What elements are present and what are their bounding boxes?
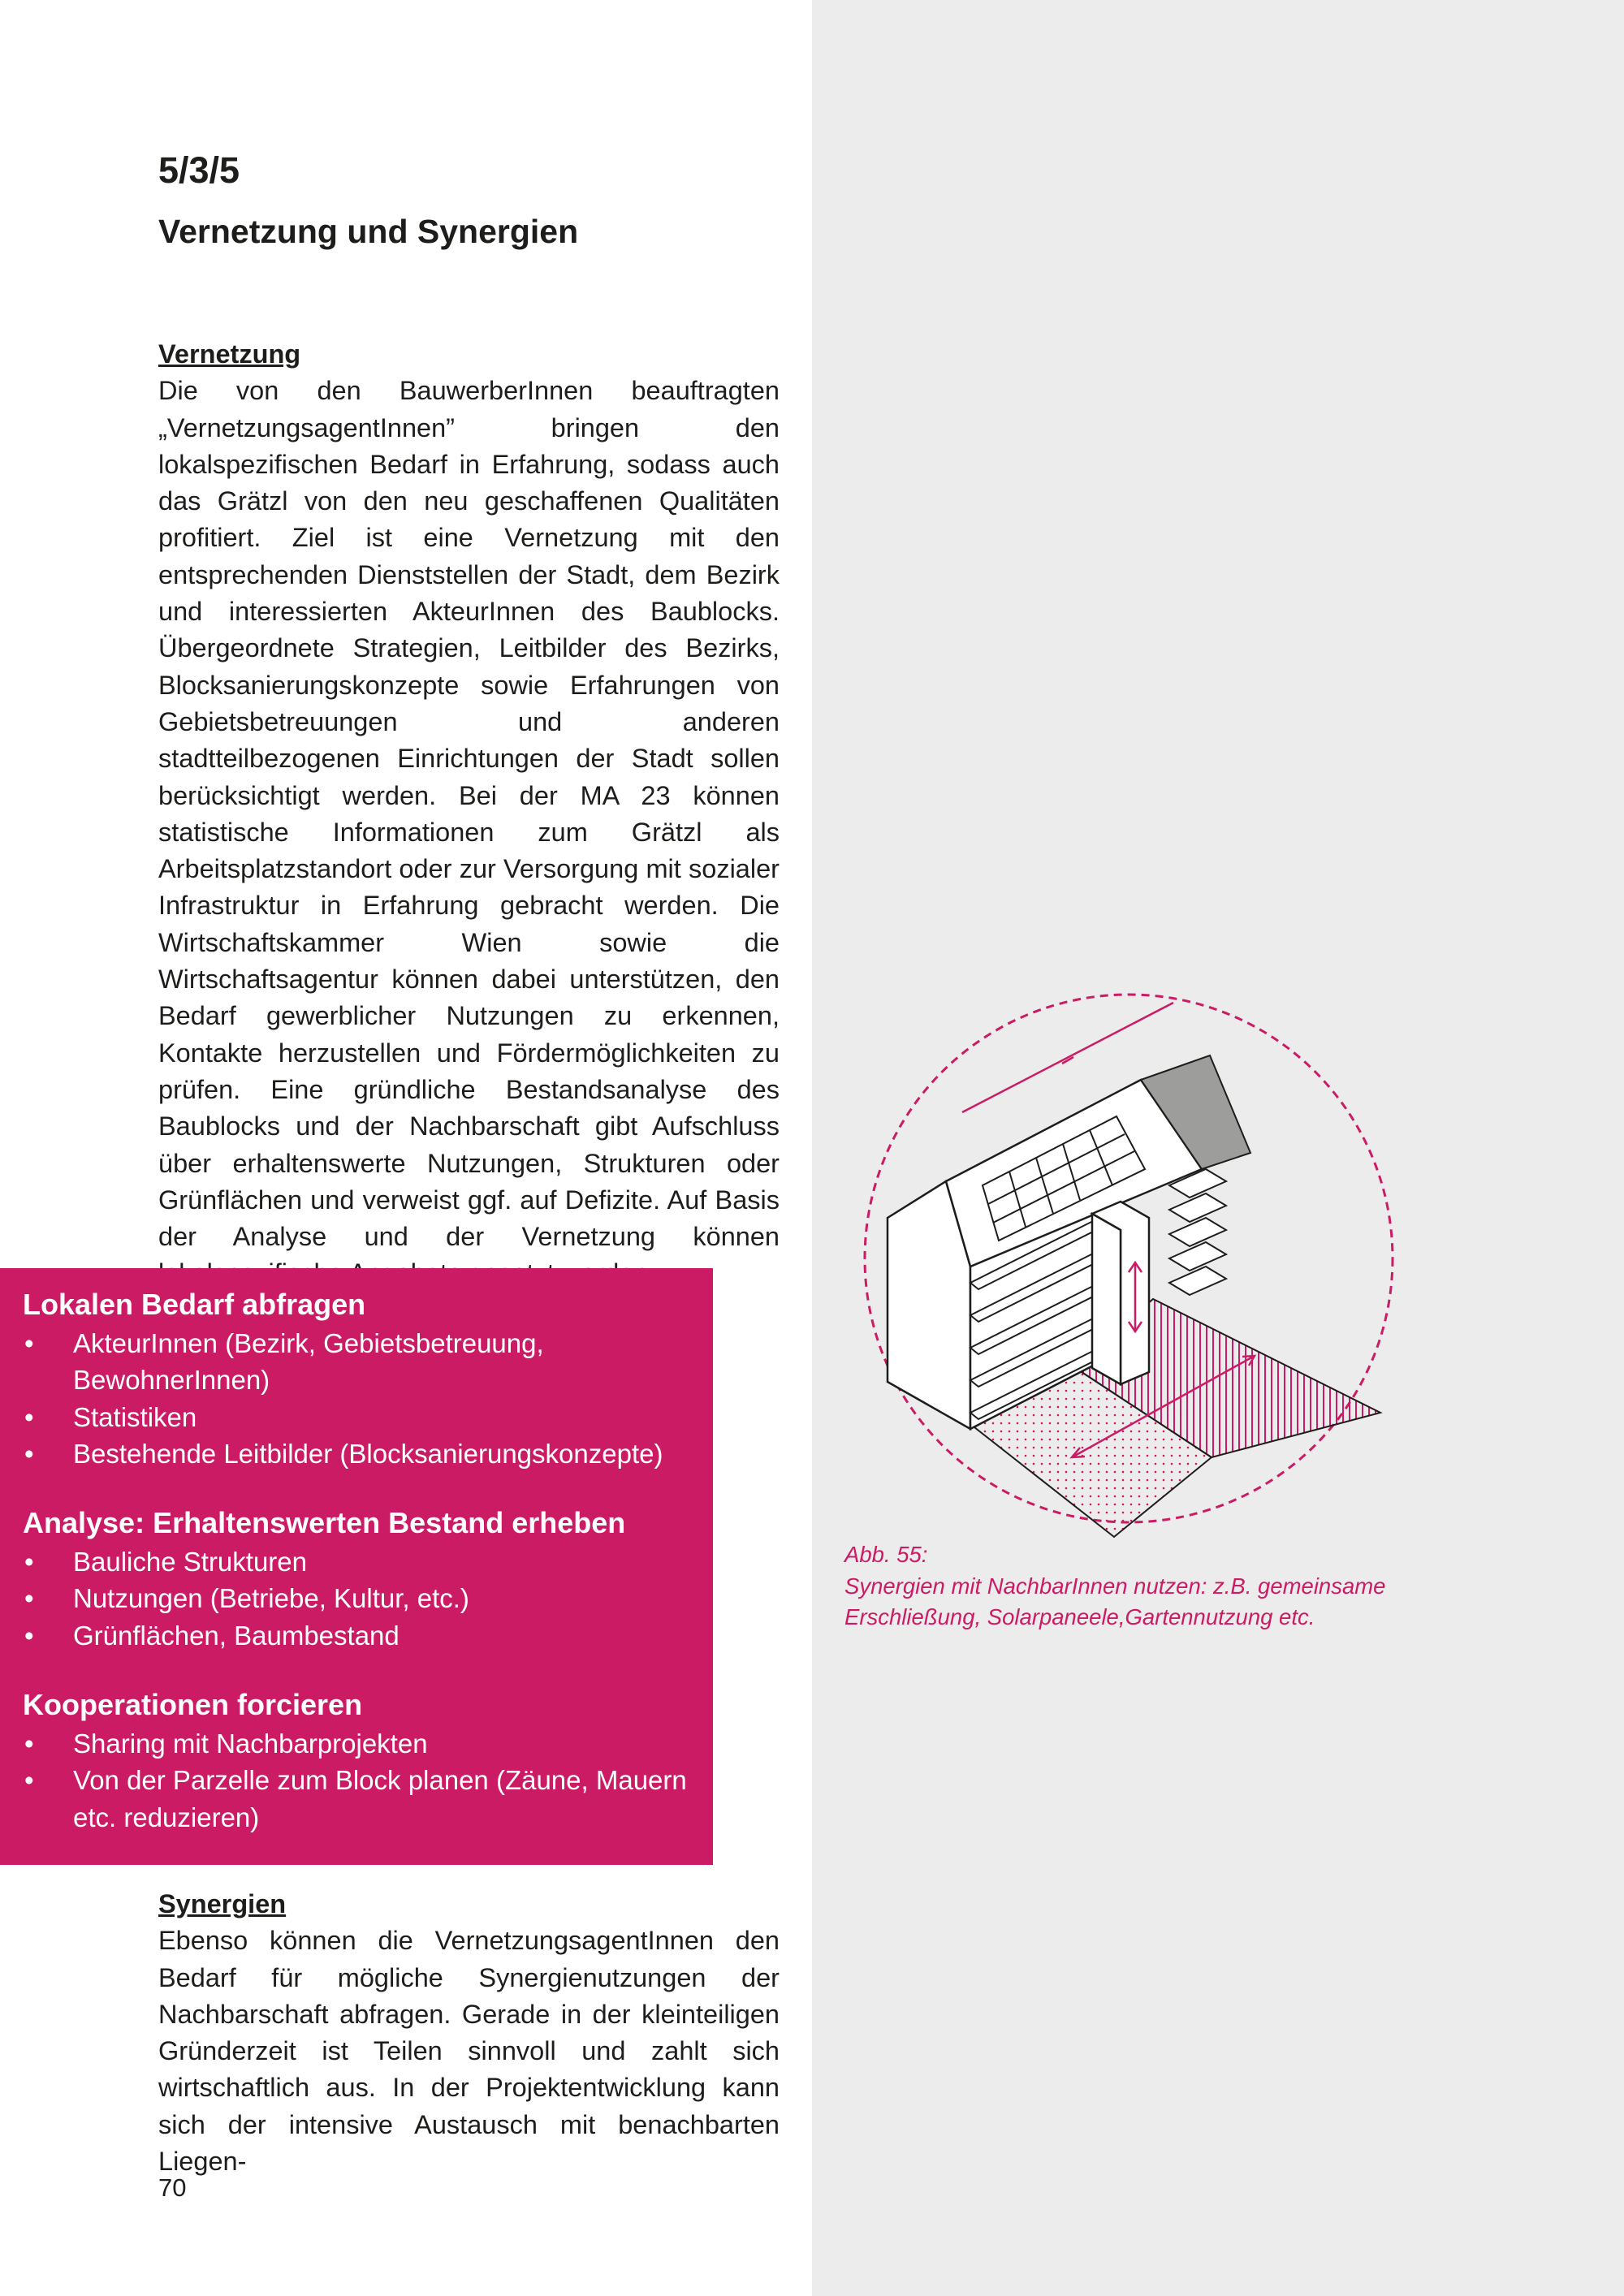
list-item: • Statistiken — [23, 1399, 697, 1435]
list-item: • Grünflächen, Baumbestand — [23, 1617, 697, 1654]
list-item: • Nutzungen (Betriebe, Kultur, etc.) — [23, 1580, 697, 1616]
page-number: 70 — [158, 2173, 187, 2202]
synergien-heading: Synergien — [158, 1889, 287, 1918]
figure-caption — [844, 1539, 1575, 1634]
section-number: 5/3/5 — [158, 149, 240, 191]
figure-label: Abb. 55: — [844, 1542, 928, 1567]
list-item: • Bauliche Strukturen — [23, 1543, 697, 1580]
box-heading-analyse: Analyse: Erhaltenswerten Bestand erheben — [23, 1506, 626, 1540]
vernetzung-section — [158, 336, 780, 1293]
synergies-illustration — [861, 982, 1405, 1543]
neighbour-floors — [1169, 1169, 1226, 1295]
synergien-section — [158, 1886, 780, 2180]
box-list-bedarf — [23, 1325, 697, 1472]
vernetzung-heading: Vernetzung — [158, 339, 301, 369]
synergien-body: Ebenso können die VernetzungsagentInnen den Bedarf für mögliche Synergienutzungen der Nachbarschaft abfragen. Gerade in der kleinteiligen Gründerzeit ist Teilen sinnvoll und zahlt sich wirtschaftlich aus. In der Projektentwicklung kann sich der intensive Austausch mit benachbarten Liegen- — [158, 1926, 780, 2177]
checklist-box — [0, 1268, 713, 1865]
list-item: • Von der Parzelle zum Block planen (Zäune, Mauern etc. reduzieren) — [23, 1762, 697, 1836]
list-item: • AkteurInnen (Bezirk, Gebietsbetreuung, BewohnerInnen) — [23, 1325, 697, 1399]
figure-caption-line-1: Synergien mit NachbarInnen nutzen: z.B. gemeinsame — [844, 1573, 1386, 1599]
box-list-analyse — [23, 1543, 697, 1654]
list-item: • Bestehende Leitbilder (Blocksanierungskonzepte) — [23, 1435, 697, 1472]
box-list-kooperation — [23, 1725, 697, 1836]
figure-caption-line-2: Erschließung, Solarpaneele,Gartennutzung etc. — [844, 1604, 1315, 1629]
list-item: • Sharing mit Nachbarprojekten — [23, 1725, 697, 1762]
vernetzung-body: Die von den BauwerberInnen beauftragten „VernetzungsagentInnen” bringen den lokalspezifischen Bedarf in Erfahrung, sodass auch das Grätzl von den neu geschaffenen Qualitäten profitiert. Ziel ist eine Vernetzung mit den entsprechenden Dienststellen der Stadt, dem Bezirk und interessierten AkteurInnen des Baublocks. Übergeordnete Strategien, Leitbilder des Bezirks, Blocksanierungskonzepte sowie Erfahrungen von Gebietsbetreuungen und anderen stadtteilbezogenen Einrichtungen der Stadt sollen berücksichtigt werden. Bei der MA 23 können statistische Informationen zum Grätzl als Arbeitsplatzstandort oder zur Versorgung mit sozialer Infrastruktur in Erfahrung gebracht werden. Die Wirtschaftskammer Wien sowie die Wirtschaftsagentur können dabei unterstützen, den Bedarf gewerblicher Nutzungen zu erkennen, Kontakte herzustellen und Fördermöglichkeiten zu prüfen. Eine gründliche Bestandsanalyse des Baublocks und der Nachbarschaft gibt Aufschluss über erhaltenswerte Nutzungen, Strukturen oder Grünflächen und verweist ggf. auf Defizite. Auf Basis der Analyse und der Vernetzung können — [158, 376, 780, 1252]
stair-core-front — [1092, 1214, 1121, 1384]
box-heading-kooperation: Kooperationen forcieren — [23, 1688, 363, 1722]
section-title: Vernetzung und Synergien — [158, 213, 579, 250]
box-heading-bedarf: Lokalen Bedarf abfragen — [23, 1288, 366, 1321]
